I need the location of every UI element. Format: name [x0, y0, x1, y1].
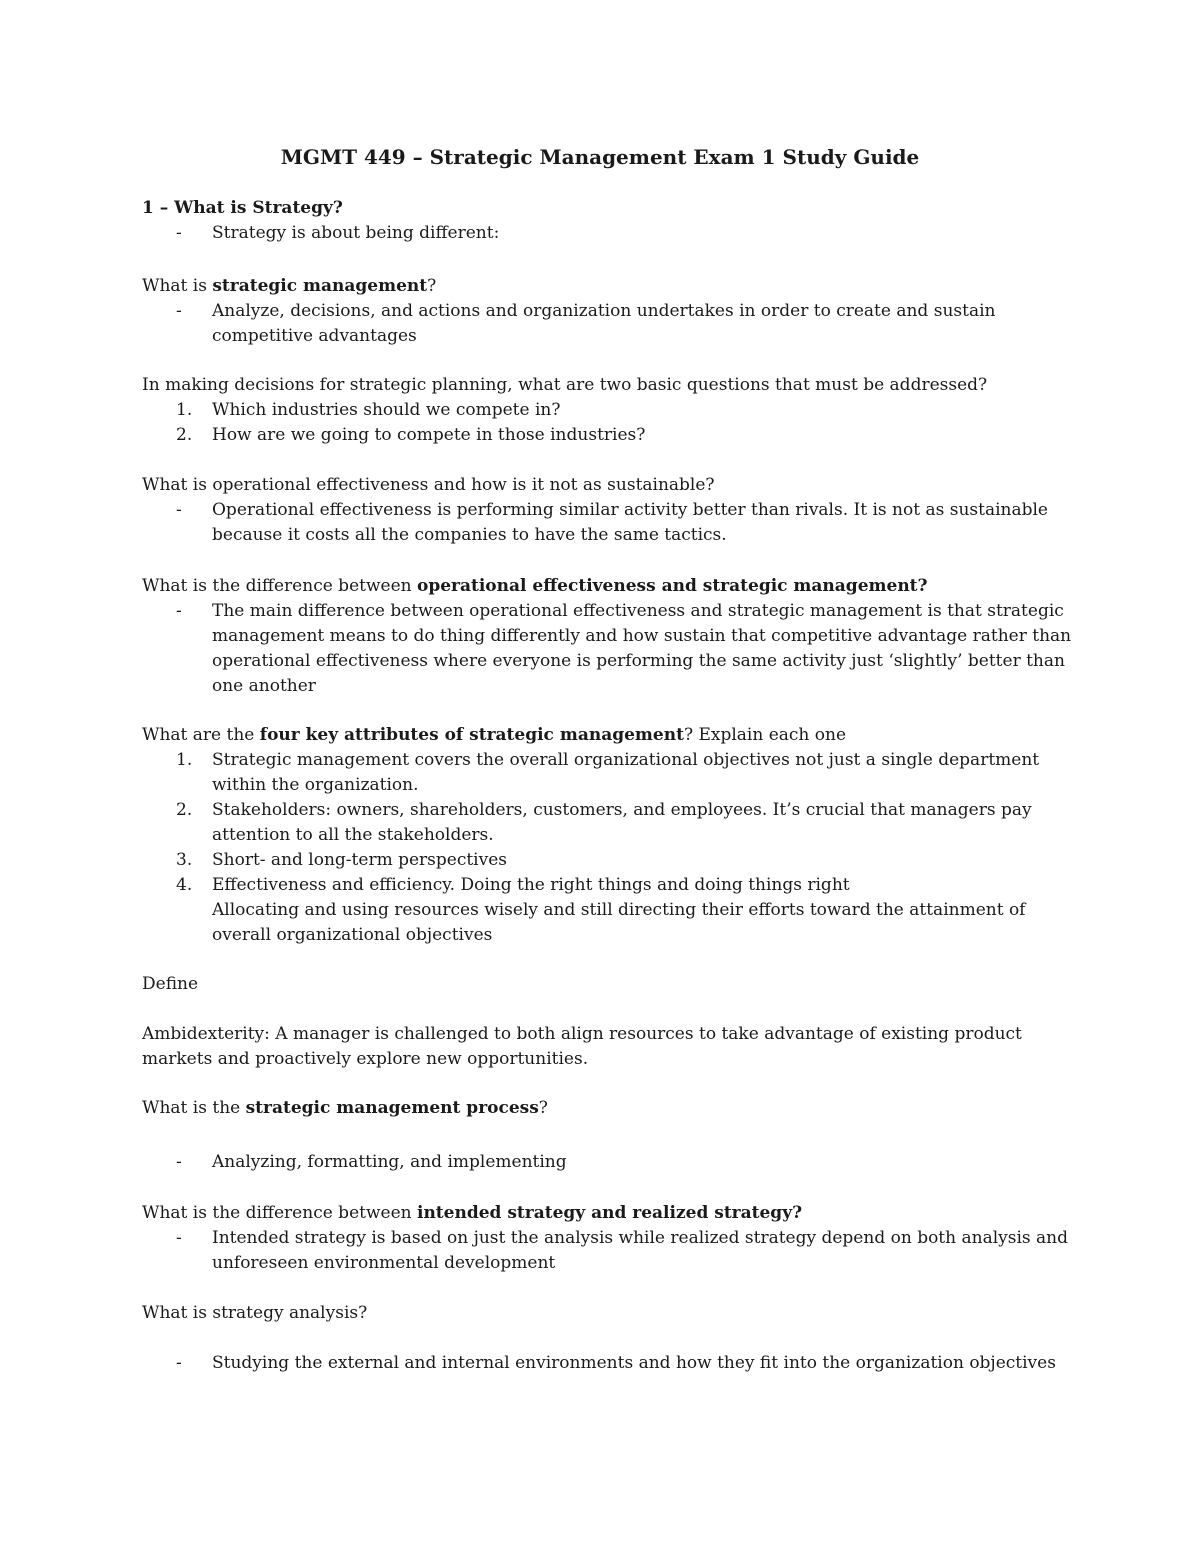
question-text — [142, 274, 1080, 299]
list-number: 1. — [176, 400, 193, 420]
question-intended-vs-realized — [142, 1201, 1080, 1276]
question-prefix: What is the difference between — [142, 1203, 417, 1223]
list-number: 2. — [176, 800, 193, 820]
question-bold-term: intended strategy and realized strategy? — [416, 1203, 803, 1223]
question-bold-term: four key attributes of strategic management — [259, 725, 684, 745]
list-item — [142, 398, 1080, 423]
list-number: 1. — [176, 750, 193, 770]
list-item — [142, 599, 1080, 699]
question-bold-term: strategic management — [212, 276, 428, 296]
question-text: In making decisions for strategic planning, what are two basic questions that must be addressed? — [142, 375, 988, 395]
question-suffix: ? — [427, 276, 437, 296]
question-prefix: What is the — [142, 1098, 246, 1118]
question-strategic-management — [142, 274, 1080, 349]
list-item — [142, 423, 1080, 448]
list-item — [142, 1351, 1080, 1376]
list-item — [142, 798, 1080, 848]
list-item-text: Analyzing, formatting, and implementing — [212, 1152, 567, 1172]
question-suffix: ? Explain each one — [683, 725, 847, 745]
question-prefix: What are the — [142, 725, 260, 745]
question-bold-term: strategic management process — [245, 1098, 539, 1118]
list-item — [142, 299, 1080, 349]
ambidexterity-definition: Ambidexterity: A manager is challenged to both align resources to take advantage of existing product markets and proactively explore new opportunities. — [142, 1024, 1022, 1069]
document-title: MGMT 449 – Strategic Management Exam 1 Study Guide — [280, 145, 920, 169]
list-item — [142, 498, 1080, 548]
question-text — [142, 1201, 1080, 1226]
list-item — [142, 748, 1080, 798]
dash-marker: - — [176, 1228, 182, 1248]
question-text — [142, 1096, 1080, 1121]
section-heading: 1 – What is Strategy? — [142, 198, 343, 218]
dash-marker: - — [176, 301, 182, 321]
question-suffix: ? — [538, 1098, 548, 1118]
list-item — [142, 848, 1080, 873]
question-prefix: What is the difference between — [142, 576, 417, 596]
list-item — [142, 1226, 1080, 1276]
question-text — [142, 574, 1080, 599]
question-oe-vs-sm — [142, 574, 1080, 699]
define-label: Define — [142, 974, 199, 994]
question-four-key-attributes — [142, 723, 1080, 948]
question-strategic-management-process — [142, 1096, 1080, 1175]
list-item — [142, 221, 1080, 246]
list-item-text: Strategy is about being different: — [212, 223, 500, 243]
list-item — [142, 1150, 1080, 1175]
list-item-text: Short- and long-term perspectives — [212, 850, 508, 870]
question-operational-effectiveness — [142, 473, 1080, 548]
question-text: What is operational effectiveness and how is it not as sustainable? — [142, 475, 715, 495]
question-text: What is strategy analysis? — [142, 1303, 368, 1323]
dash-marker: - — [176, 1152, 182, 1172]
dash-marker: - — [176, 1353, 182, 1373]
list-number: 3. — [176, 850, 193, 870]
dash-marker: - — [176, 223, 182, 243]
list-number: 2. — [176, 425, 193, 445]
list-item-text: Strategic management covers the overall organizational objectives not just a single department within the organization. — [212, 750, 1040, 795]
list-item-text: Studying the external and internal environments and how they fit into the organization objectives — [212, 1353, 1056, 1373]
list-item-text: How are we going to compete in those industries? — [212, 425, 646, 445]
section-what-is-strategy — [142, 196, 1080, 246]
question-bold-term: operational effectiveness and strategic management? — [416, 576, 928, 596]
question-strategy-analysis — [142, 1301, 1080, 1376]
list-item-text: Operational effectiveness is performing similar activity better than rivals. It is not as sustainable because it costs all the companies to have the same tactics. — [212, 500, 1048, 545]
list-item — [142, 873, 1080, 898]
list-item-text: Stakeholders: owners, shareholders, customers, and employees. It’s crucial that managers pay attention to all the stakeholders. — [212, 800, 1032, 845]
list-item-text: Analyze, decisions, and actions and organization undertakes in order to create and sustain competitive advantages — [212, 301, 996, 346]
list-item-text: Which industries should we compete in? — [212, 400, 561, 420]
question-two-basic-questions — [142, 373, 1080, 448]
list-item-text: Intended strategy is based on just the analysis while realized strategy depend on both analysis and unforeseen environmental development — [212, 1228, 1069, 1273]
list-number: 4. — [176, 875, 193, 895]
list-item-text: Effectiveness and efficiency. Doing the right things and doing things right — [212, 875, 850, 895]
dash-marker: - — [176, 601, 182, 621]
list-item-text: The main difference between operational effectiveness and strategic management is that strategic management means to do thing differently and how sustain that competitive advantage rather than operational effectiveness where everyone is performing the same activity just ‘slightly’ better than one another — [212, 601, 1072, 696]
question-text — [142, 723, 1080, 748]
dash-marker: - — [176, 500, 182, 520]
list-continuation: Allocating and using resources wisely and still directing their efforts toward the attainment of overall organizational objectives — [212, 900, 1026, 945]
define-section — [142, 972, 1080, 1072]
question-prefix: What is — [142, 276, 213, 296]
